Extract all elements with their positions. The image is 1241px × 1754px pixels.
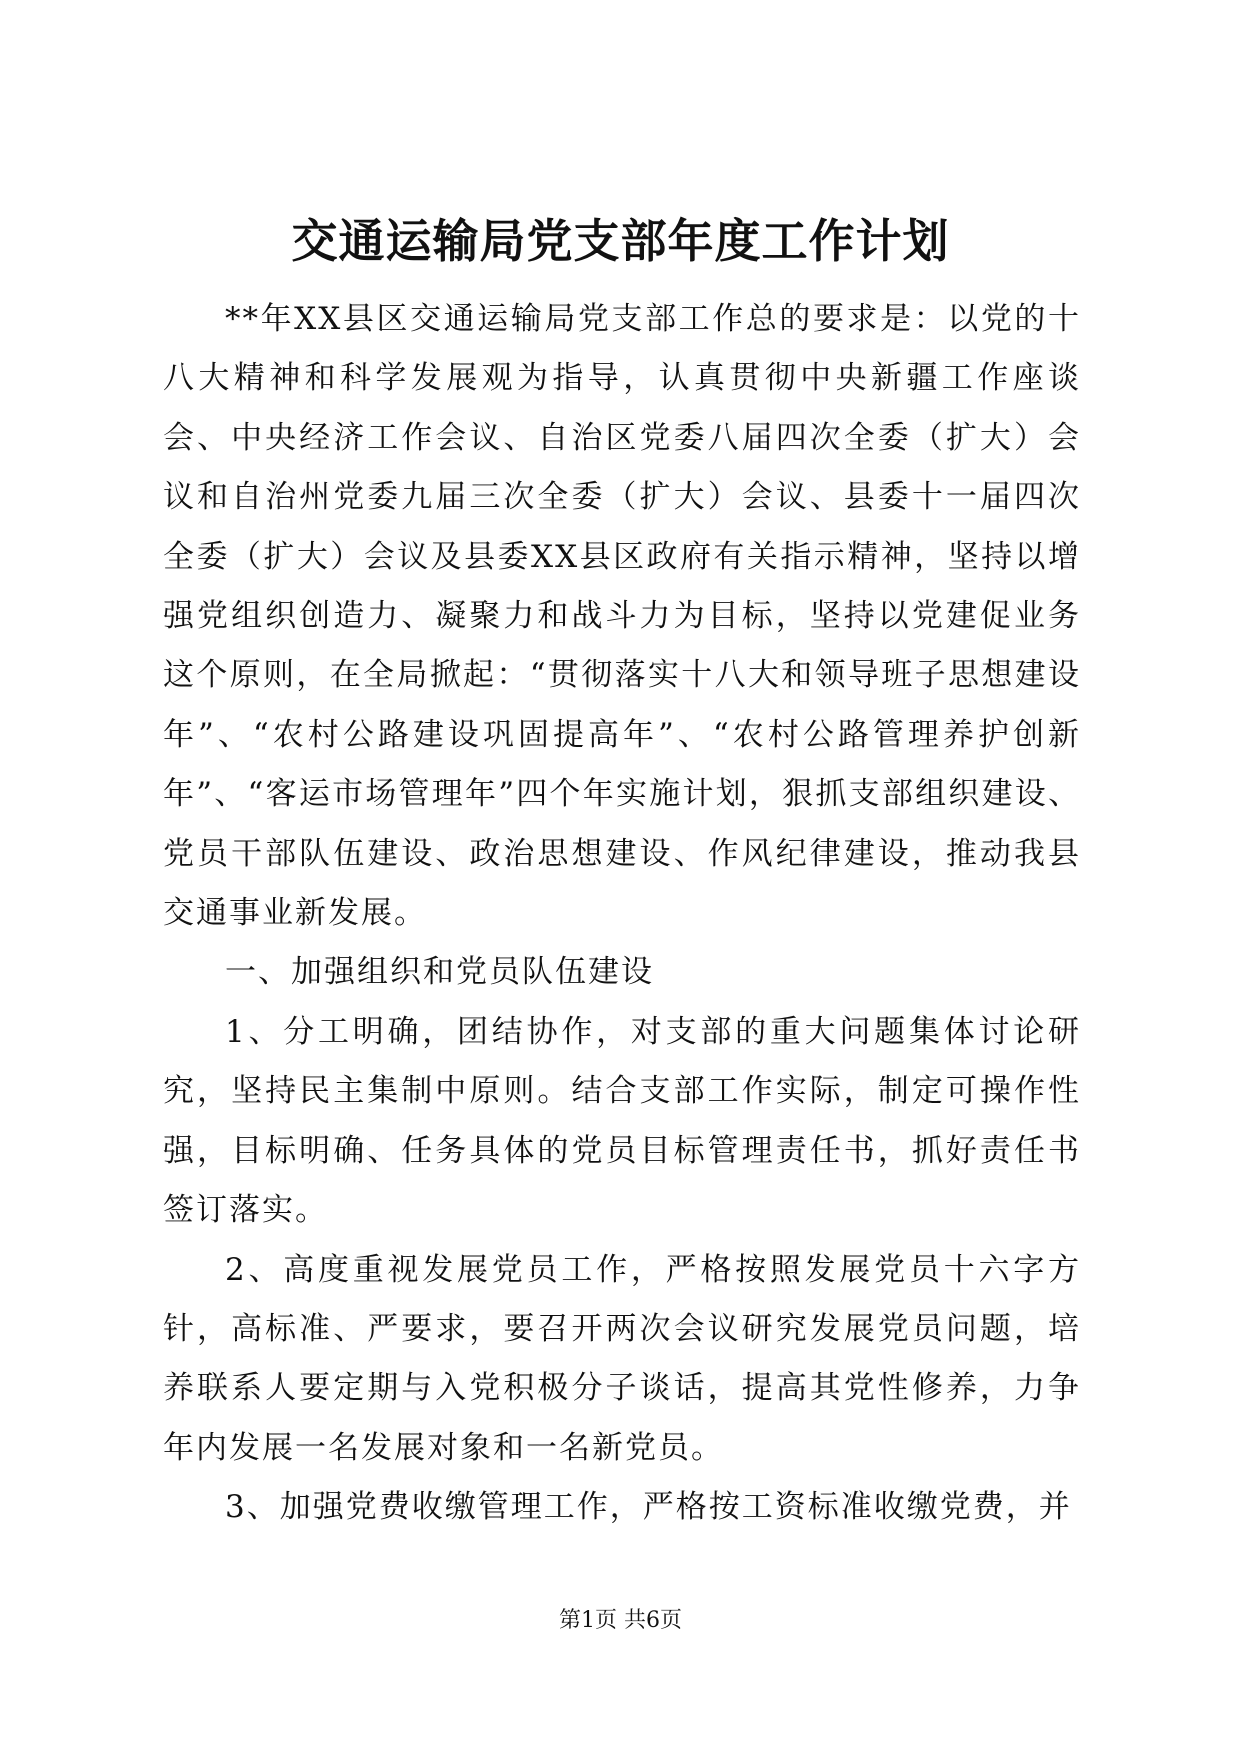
paragraph-item-3: 3、加强党费收缴管理工作，严格按工资标准收缴党费，并 bbox=[225, 1489, 1072, 1526]
section-heading-1: 一、加强组织和党员队伍建设 bbox=[225, 954, 654, 991]
document-title: 交通运输局党支部年度工作计划 bbox=[291, 214, 950, 268]
paragraph-item-2: 2、高度重视发展党员工作，严格按照发展党员十六字方针，高标准、严要求，要召开两次会议研究发展党员问题，培养联系人要定期与入党积极分子谈话，提高其党性修养，力争年内发展一名发展对象和一名新党员。 bbox=[163, 1251, 1081, 1466]
document-body bbox=[163, 290, 1081, 1538]
page-footer: 第1页 共6页 bbox=[559, 1608, 682, 1633]
paragraph-intro: **年XX县区交通运输局党支部工作总的要求是：以党的十八大精神和科学发展观为指导，认真贯彻中央新疆工作座谈会、中央经济工作会议、自治区党委八届四次全委（扩大）会议和自治州党委九届三次全委（扩大）会议、县委十一届四次全委（扩大）会议及县委XX县区政府有关指示精神，坚持以增强党组织创造力、凝聚力和战斗力为目标，坚持以党建促业务这个原则，在全局掀起：“贯彻落实十八大和领导班子思想建设年”、“农村公路建设巩固提高年”、“农村公路管理养护创新年”、“客运市场管理年”四个年实施计划，狠抓支部组织建设、党员干部队伍建设、政治思想建设、作风纪律建设，推动我县交通事业新发展。 bbox=[163, 301, 1081, 932]
paragraph-item-1: 1、分工明确，团结协作，对支部的重大问题集体讨论研究，坚持民主集制中原则。结合支部工作实际，制定可操作性强，目标明确、任务具体的党员目标管理责任书，抓好责任书签订落实。 bbox=[163, 1013, 1081, 1229]
